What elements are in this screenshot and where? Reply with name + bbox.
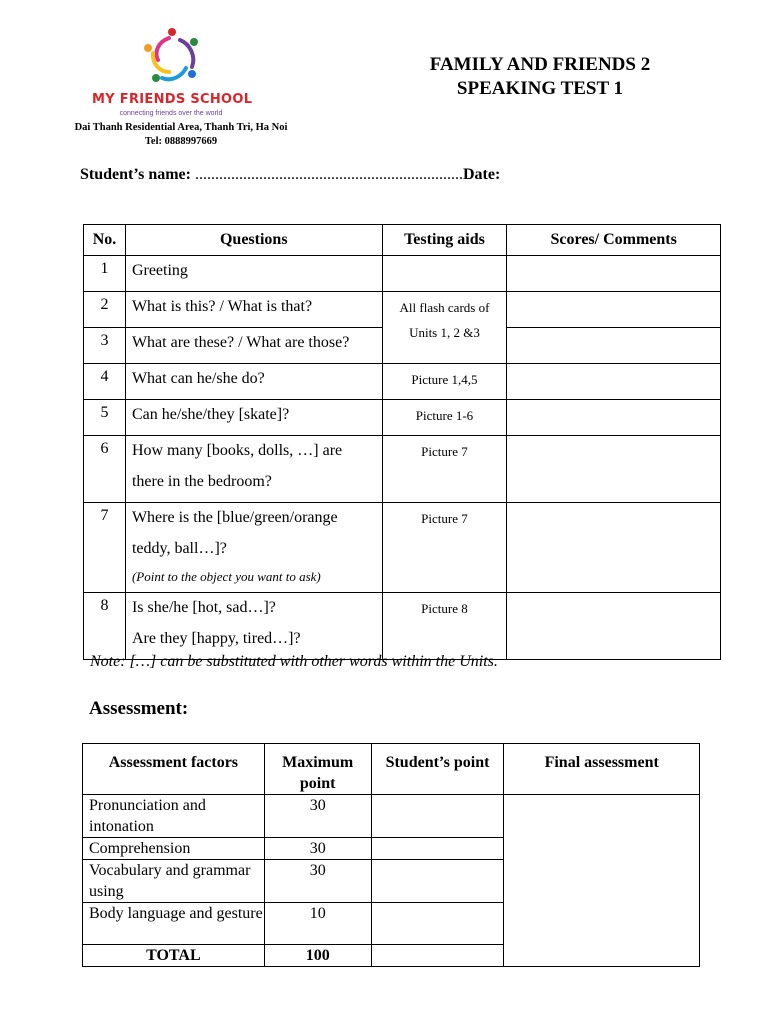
school-name: MY FRIENDS SCHOOL xyxy=(92,92,253,107)
total-value: 100 xyxy=(264,945,371,967)
school-phone: Tel: 0888997669 xyxy=(144,136,218,147)
assessment-row xyxy=(83,795,700,838)
question-text xyxy=(125,292,382,328)
student-name-line xyxy=(80,166,500,184)
table-row xyxy=(84,503,721,593)
maximum-point: 10 xyxy=(264,903,371,945)
testing-aid: Picture 7 xyxy=(382,436,507,503)
question-line: What can he/she do? xyxy=(131,370,265,387)
assessment-factor: Pronunciation and intonation xyxy=(83,795,265,838)
header-testing-aids: Testing aids xyxy=(382,225,507,256)
assessment-heading: Assessment: xyxy=(89,698,189,719)
school-logo xyxy=(92,24,253,124)
table-row xyxy=(84,593,721,660)
header-questions: Questions xyxy=(125,225,382,256)
score-cell[interactable] xyxy=(507,503,721,593)
question-line: there in the bedroom? xyxy=(131,473,272,490)
student-name-dots[interactable]: ................................................................... xyxy=(194,166,463,183)
maximum-point: 30 xyxy=(264,860,371,903)
header-maximum-point: Maximum point xyxy=(264,744,371,795)
row-number: 8 xyxy=(84,593,126,660)
header-final-assessment: Final assessment xyxy=(504,744,700,795)
row-number: 4 xyxy=(84,364,126,400)
question-hint: (Point to the object you want to ask) xyxy=(131,569,321,584)
student-point-cell[interactable] xyxy=(371,903,504,945)
table-row xyxy=(84,292,721,328)
assessment-table xyxy=(82,743,700,967)
question-line: Is she/he [hot, sad…]? xyxy=(131,599,276,616)
assessment-factor: Body language and gesture xyxy=(83,903,265,945)
header-scores: Scores/ Comments xyxy=(507,225,721,256)
total-label: TOTAL xyxy=(83,945,265,967)
header-assessment-factors: Assessment factors xyxy=(83,744,265,795)
student-total-cell[interactable] xyxy=(371,945,504,967)
aid-line: All flash cards of xyxy=(399,300,490,315)
question-text xyxy=(125,503,382,593)
question-line: Greeting xyxy=(131,262,188,279)
maximum-point: 30 xyxy=(264,795,371,838)
row-number: 2 xyxy=(84,292,126,328)
assessment-factor: Comprehension xyxy=(83,838,265,860)
question-line: What are these? / What are those? xyxy=(131,334,350,351)
doc-title-line2: SPEAKING TEST 1 xyxy=(456,78,624,99)
header-no: No. xyxy=(84,225,126,256)
maximum-point: 30 xyxy=(264,838,371,860)
question-text xyxy=(125,436,382,503)
question-line: teddy, ball…]? xyxy=(131,540,227,557)
row-number: 7 xyxy=(84,503,126,593)
score-cell[interactable] xyxy=(507,364,721,400)
testing-aid: Picture 1,4,5 xyxy=(382,364,507,400)
question-text xyxy=(125,364,382,400)
assessment-factor: Vocabulary and grammar using xyxy=(83,860,265,903)
question-line: Are they [happy, tired…]? xyxy=(131,630,301,647)
table-row xyxy=(84,400,721,436)
row-number: 5 xyxy=(84,400,126,436)
question-text xyxy=(125,256,382,292)
question-text xyxy=(125,593,382,660)
school-address: Dai Thanh Residential Area, Thanh Tri, Ha Noi xyxy=(74,122,288,133)
student-name-label: Student’s name: xyxy=(80,166,195,183)
testing-aid: Picture 8 xyxy=(382,593,507,660)
aid-line: Units 1, 2 &3 xyxy=(409,325,480,340)
questions-table xyxy=(83,224,721,660)
score-cell[interactable] xyxy=(507,292,721,328)
date-label: Date: xyxy=(462,166,501,183)
school-tagline: connecting friends over the world xyxy=(119,110,223,117)
table-row xyxy=(84,256,721,292)
testing-aid: Picture 7 xyxy=(382,503,507,593)
assessment-header-row xyxy=(83,744,700,795)
question-text xyxy=(125,400,382,436)
student-point-cell[interactable] xyxy=(371,838,504,860)
student-point-cell[interactable] xyxy=(371,860,504,903)
score-cell[interactable] xyxy=(507,436,721,503)
testing-aid: Picture 1-6 xyxy=(382,400,507,436)
question-line: Where is the [blue/green/orange xyxy=(131,509,338,526)
table-row xyxy=(84,364,721,400)
final-assessment-cell[interactable] xyxy=(504,795,700,967)
row-number: 3 xyxy=(84,328,126,364)
score-cell[interactable] xyxy=(507,400,721,436)
row-number: 6 xyxy=(84,436,126,503)
question-line: Can he/she/they [skate]? xyxy=(131,406,290,423)
table-row xyxy=(84,436,721,503)
student-point-cell[interactable] xyxy=(371,795,504,838)
score-cell[interactable] xyxy=(507,328,721,364)
score-cell[interactable] xyxy=(507,593,721,660)
score-cell[interactable] xyxy=(507,256,721,292)
row-number: 1 xyxy=(84,256,126,292)
testing-aid xyxy=(382,292,507,364)
question-line: What is this? / What is that? xyxy=(131,298,313,315)
doc-title-line1: FAMILY AND FRIENDS 2 xyxy=(429,54,651,75)
table-header-row xyxy=(84,225,721,256)
question-line: How many [books, dolls, …] are xyxy=(131,442,343,459)
question-text xyxy=(125,328,382,364)
testing-aid xyxy=(382,256,507,292)
header-students-point: Student’s point xyxy=(371,744,504,795)
substitution-note: Note: […] can be substituted with other words within the Units. xyxy=(90,653,498,670)
